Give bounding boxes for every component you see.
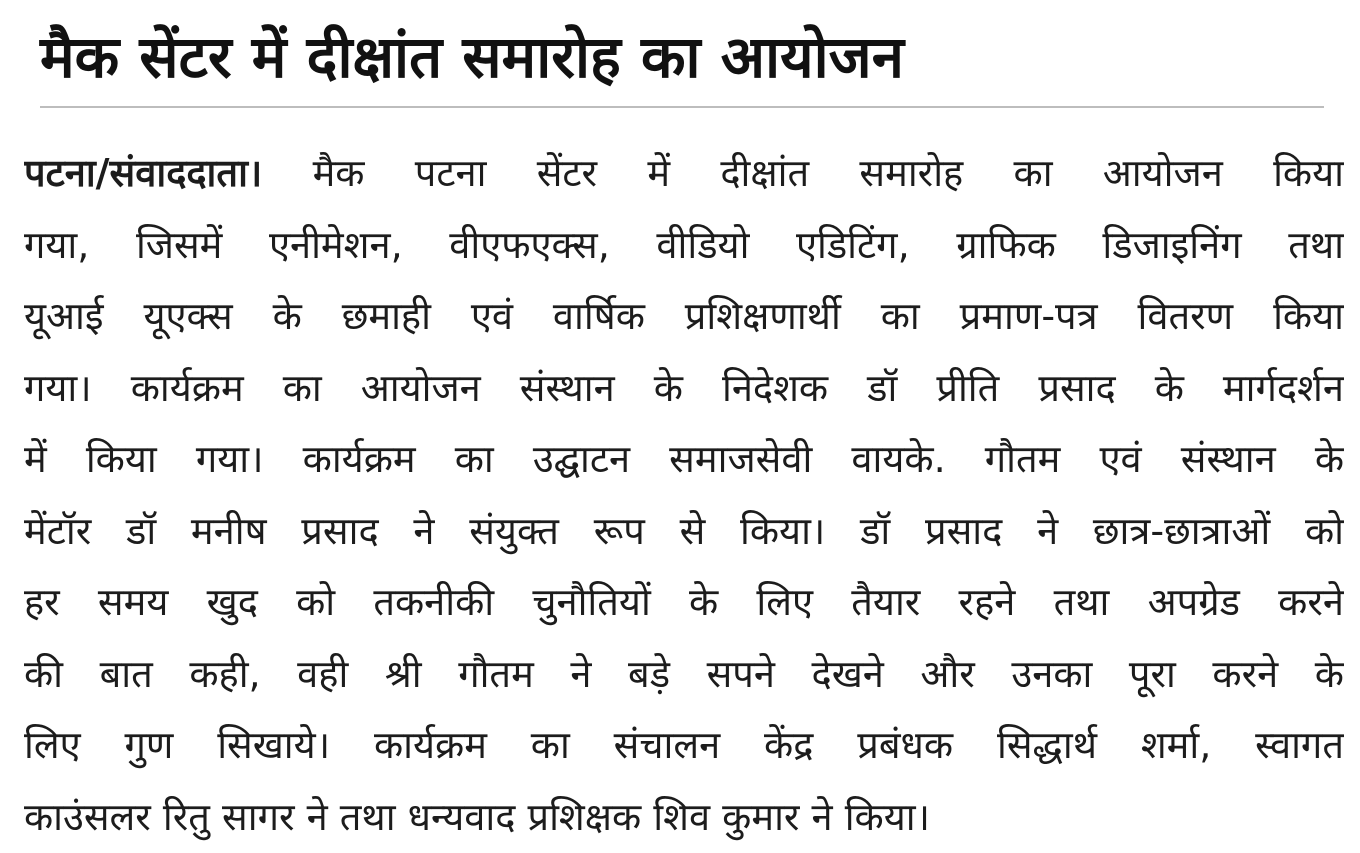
headline: मैक सेंटर में दीक्षांत समारोह का आयोजन [40,14,1330,100]
article-line: हर समय खुद को तकनीकी चुनौतियों के लिए तैयार रहने तथा अपग्रेड करने [24,567,1344,639]
article-line: में किया गया। कार्यक्रम का उद्घाटन समाजसेवी वायके. गौतम एवं संस्थान के [24,424,1344,496]
dateline: पटना/संवाददाता। [24,151,262,195]
article-line: लिए गुण सिखाये। कार्यक्रम का संचालन केंद्र प्रबंधक सिद्धार्थ शर्मा, स्वागत [24,710,1344,782]
article-line: मेंटॉर डॉ मनीष प्रसाद ने संयुक्त रूप से किया। डॉ प्रसाद ने छात्र-छात्राओं को [24,496,1344,568]
headline-divider [40,106,1324,108]
article-line: की बात कही, वही श्री गौतम ने बड़े सपने देखने और उनका पूरा करने के [24,639,1344,711]
article-line: काउंसलर रितु सागर ने तथा धन्यवाद प्रशिक्षक शिव कुमार ने किया। [24,782,1344,853]
article-line: यूआई यूएक्स के छमाही एवं वार्षिक प्रशिक्षणार्थी का प्रमाण-पत्र वितरण किया [24,281,1344,353]
article-line: गया, जिसमें एनीमेशन, वीएफएक्स, वीडियो एडिटिंग, ग्राफिक डिजाइनिंग तथा [24,210,1344,282]
article-line [24,138,1344,210]
article-body [24,138,1344,853]
article-line: गया। कार्यक्रम का आयोजन संस्थान के निदेशक डॉ प्रीति प्रसाद के मार्गदर्शन [24,353,1344,425]
article-line-text: मैक पटना सेंटर में दीक्षांत समारोह का आयोजन किया [262,151,1344,195]
